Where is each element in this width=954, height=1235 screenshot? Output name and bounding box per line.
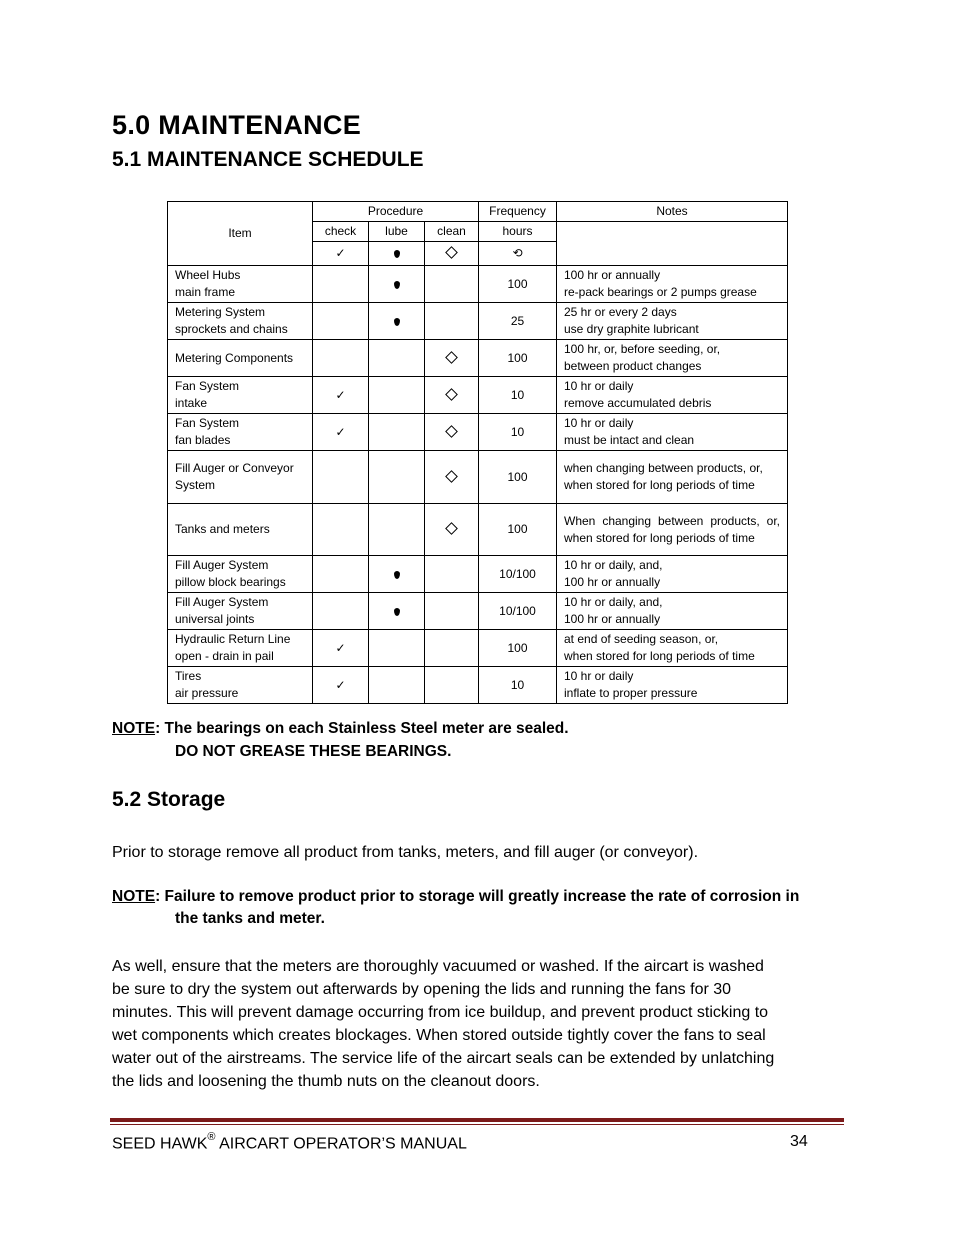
header-check: check <box>313 222 369 242</box>
lube-cell <box>369 414 425 451</box>
item-cell <box>168 377 313 414</box>
table-row <box>168 377 788 414</box>
hours-cell: 10 <box>479 667 557 704</box>
hours-cell: 100 <box>479 630 557 667</box>
storage-intro: Prior to storage remove all product from tanks, meters, and fill auger (or conveyor). <box>112 844 699 861</box>
item-cell <box>168 667 313 704</box>
check-icon: ✓ <box>313 242 369 266</box>
notes-text: use dry graphite lubricant <box>564 322 699 336</box>
subsection-title-storage: 5.2 Storage <box>112 788 226 811</box>
notes-text: when stored for long periods of time <box>564 649 755 663</box>
item-text: Metering Components <box>175 350 294 365</box>
diamond-icon <box>445 470 458 483</box>
item-text: Fan System <box>175 379 240 393</box>
check-cell <box>313 593 369 630</box>
note-corrosion <box>112 888 799 906</box>
header-lube: lube <box>369 222 425 242</box>
item-cell <box>168 266 313 303</box>
check-icon: ✓ <box>335 677 346 692</box>
lube-cell <box>369 504 425 556</box>
header-procedure: Procedure <box>313 202 479 222</box>
paragraph-line: be sure to dry the system out afterwards by opening the lids and running the fans for 30 <box>112 981 732 998</box>
item-text: Wheel Hubs <box>175 268 241 282</box>
paragraph-line: water out of the airstreams. The service life of the aircart seals can be extended by unlatching <box>112 1050 775 1067</box>
item-text: Hydraulic Return Line <box>175 632 291 646</box>
notes-text: must be intact and clean <box>564 433 695 447</box>
footer-rule-thin <box>110 1124 844 1125</box>
check-cell <box>313 667 369 704</box>
check-icon: ✓ <box>335 424 346 439</box>
clean-cell <box>425 414 479 451</box>
notes-text: inflate to proper pressure <box>564 686 698 700</box>
check-icon: ✓ <box>335 387 346 402</box>
clean-cell <box>425 667 479 704</box>
clean-cell <box>425 504 479 556</box>
note-corrosion-line2: the tanks and meter. <box>175 910 325 927</box>
item-text: Fan System <box>175 416 240 430</box>
lube-cell <box>369 303 425 340</box>
notes-text: 100 hr or annually <box>564 575 661 589</box>
notes-text: 25 hr or every 2 days <box>564 305 677 319</box>
table-row <box>168 303 788 340</box>
registered-mark: ® <box>207 1131 216 1143</box>
notes-text: 10 hr or daily <box>564 416 634 430</box>
item-cell <box>168 630 313 667</box>
diamond-icon <box>445 351 458 364</box>
section-title: 5.0 MAINTENANCE <box>112 110 362 140</box>
lube-cell <box>369 377 425 414</box>
notes-text: 100 hr, or, before seeding, or, <box>564 342 721 356</box>
table-row <box>168 593 788 630</box>
note-text: : Failure to remove product prior to storage will greatly increase the rate of corrosion in <box>155 888 800 905</box>
clean-cell <box>425 556 479 593</box>
drop-icon <box>369 242 425 266</box>
item-text: Tires <box>175 669 202 683</box>
notes-text: 10 hr or daily, and, <box>564 558 663 572</box>
item-text: Fill Auger System <box>175 558 269 572</box>
check-cell <box>313 414 369 451</box>
drop-icon <box>394 608 400 616</box>
lube-cell <box>369 556 425 593</box>
clean-cell <box>425 593 479 630</box>
item-text: open - drain in pail <box>175 649 274 663</box>
clock-icon: ⟲ <box>479 242 557 266</box>
clean-cell <box>425 340 479 377</box>
notes-cell <box>557 593 788 630</box>
clean-cell <box>425 377 479 414</box>
storage-paragraph <box>112 955 852 1093</box>
paragraph-line: the lids and loosening the thumb nuts on the cleanout doors. <box>112 1073 540 1090</box>
clean-cell <box>425 451 479 504</box>
paragraph-line: minutes. This will prevent damage occurring from ice buildup, and prevent product sticking to <box>112 1004 769 1021</box>
notes-cell <box>557 303 788 340</box>
drop-icon <box>394 318 400 326</box>
hours-cell: 100 <box>479 504 557 556</box>
footer-brand: SEED HAWK <box>112 1135 208 1153</box>
notes-cell <box>557 340 788 377</box>
notes-cell <box>557 630 788 667</box>
notes-text: when changing between products, or, <box>564 461 763 475</box>
header-hours: hours <box>479 222 557 242</box>
check-cell <box>313 266 369 303</box>
item-text: Fill Auger System <box>175 595 269 609</box>
hours-cell: 100 <box>479 340 557 377</box>
notes-text: 10 hr or daily <box>564 669 634 683</box>
clean-cell <box>425 630 479 667</box>
item-cell <box>168 504 313 556</box>
subsection-title-schedule: 5.1 MAINTENANCE SCHEDULE <box>112 148 424 171</box>
note-text: : The bearings on each Stainless Steel meter are sealed. <box>155 720 569 737</box>
item-cell <box>168 303 313 340</box>
table-row <box>168 451 788 504</box>
hours-cell: 100 <box>479 451 557 504</box>
table-row <box>168 630 788 667</box>
hours-cell: 10 <box>479 377 557 414</box>
notes-text: at end of seeding season, or, <box>564 632 719 646</box>
item-text: intake <box>175 396 208 410</box>
item-cell <box>168 556 313 593</box>
notes-text: when stored for long periods of time <box>564 478 755 492</box>
notes-text: 100 hr or annually <box>564 268 661 282</box>
diamond-icon <box>445 425 458 438</box>
note-bearings <box>112 720 569 738</box>
diamond-icon <box>445 388 458 401</box>
notes-cell <box>557 451 788 504</box>
drop-icon <box>394 281 400 289</box>
item-cell <box>168 593 313 630</box>
diamond-icon <box>445 522 458 535</box>
item-text: fan blades <box>175 433 231 447</box>
table-row <box>168 414 788 451</box>
header-frequency: Frequency <box>479 202 557 222</box>
drop-icon <box>394 571 400 579</box>
item-text: Fill Auger or Conveyor System <box>175 461 294 492</box>
footer-rule <box>110 1118 844 1122</box>
table-row <box>168 340 788 377</box>
hours-cell: 10 <box>479 414 557 451</box>
paragraph-line: wet components which creates blockages. When stored outside tightly cover the fans to seal <box>112 1027 766 1044</box>
check-cell <box>313 340 369 377</box>
header-clean: clean <box>425 222 479 242</box>
footer-title <box>112 1133 467 1153</box>
check-cell <box>313 451 369 504</box>
notes-cell <box>557 667 788 704</box>
header-notes: Notes <box>557 202 788 222</box>
table-row <box>168 556 788 593</box>
maintenance-schedule-table <box>167 201 788 704</box>
table-row <box>168 266 788 303</box>
check-cell <box>313 556 369 593</box>
clean-cell <box>425 303 479 340</box>
lube-cell <box>369 340 425 377</box>
header-notes-blank <box>557 222 788 266</box>
hours-cell: 100 <box>479 266 557 303</box>
notes-cell <box>557 266 788 303</box>
check-icon: ✓ <box>335 640 346 655</box>
header-item: Item <box>168 202 313 266</box>
lube-cell <box>369 451 425 504</box>
item-text: main frame <box>175 285 236 299</box>
note-label: NOTE <box>112 720 156 737</box>
check-cell <box>313 377 369 414</box>
hours-cell: 10/100 <box>479 593 557 630</box>
note-bearings-line2: DO NOT GREASE THESE BEARINGS. <box>175 743 452 760</box>
notes-cell <box>557 556 788 593</box>
footer-manual-name: AIRCART OPERATOR’S MANUAL <box>215 1135 467 1153</box>
notes-text: re-pack bearings or 2 pumps grease <box>564 285 757 299</box>
item-cell <box>168 340 313 377</box>
page-number: 34 <box>790 1133 808 1150</box>
hours-cell: 10/100 <box>479 556 557 593</box>
notes-cell <box>557 414 788 451</box>
notes-text: between product changes <box>564 359 702 373</box>
hours-cell: 25 <box>479 303 557 340</box>
notes-text: 100 hr or annually <box>564 612 661 626</box>
item-text: Tanks and meters <box>175 522 270 536</box>
table-row <box>168 504 788 556</box>
item-text: Metering System <box>175 305 266 319</box>
item-text: air pressure <box>175 686 239 700</box>
diamond-icon <box>425 242 479 266</box>
notes-cell <box>557 377 788 414</box>
clean-cell <box>425 266 479 303</box>
lube-cell <box>369 667 425 704</box>
notes-text: 10 hr or daily <box>564 379 634 393</box>
lube-cell <box>369 593 425 630</box>
notes-cell <box>557 504 788 556</box>
item-cell <box>168 414 313 451</box>
lube-cell <box>369 266 425 303</box>
notes-text: 10 hr or daily, and, <box>564 595 663 609</box>
check-cell <box>313 504 369 556</box>
note-label: NOTE <box>112 888 156 905</box>
check-cell <box>313 303 369 340</box>
notes-text: remove accumulated debris <box>564 396 712 410</box>
item-text: sprockets and chains <box>175 322 288 336</box>
item-text: universal joints <box>175 612 255 626</box>
table-row <box>168 667 788 704</box>
item-text: pillow block bearings <box>175 575 286 589</box>
item-cell <box>168 451 313 504</box>
lube-cell <box>369 630 425 667</box>
paragraph-line: As well, ensure that the meters are thoroughly vacuumed or washed. If the aircart is washed <box>112 958 764 975</box>
notes-text: When changing between products, or, when stored for long periods of time <box>564 513 780 545</box>
check-cell <box>313 630 369 667</box>
